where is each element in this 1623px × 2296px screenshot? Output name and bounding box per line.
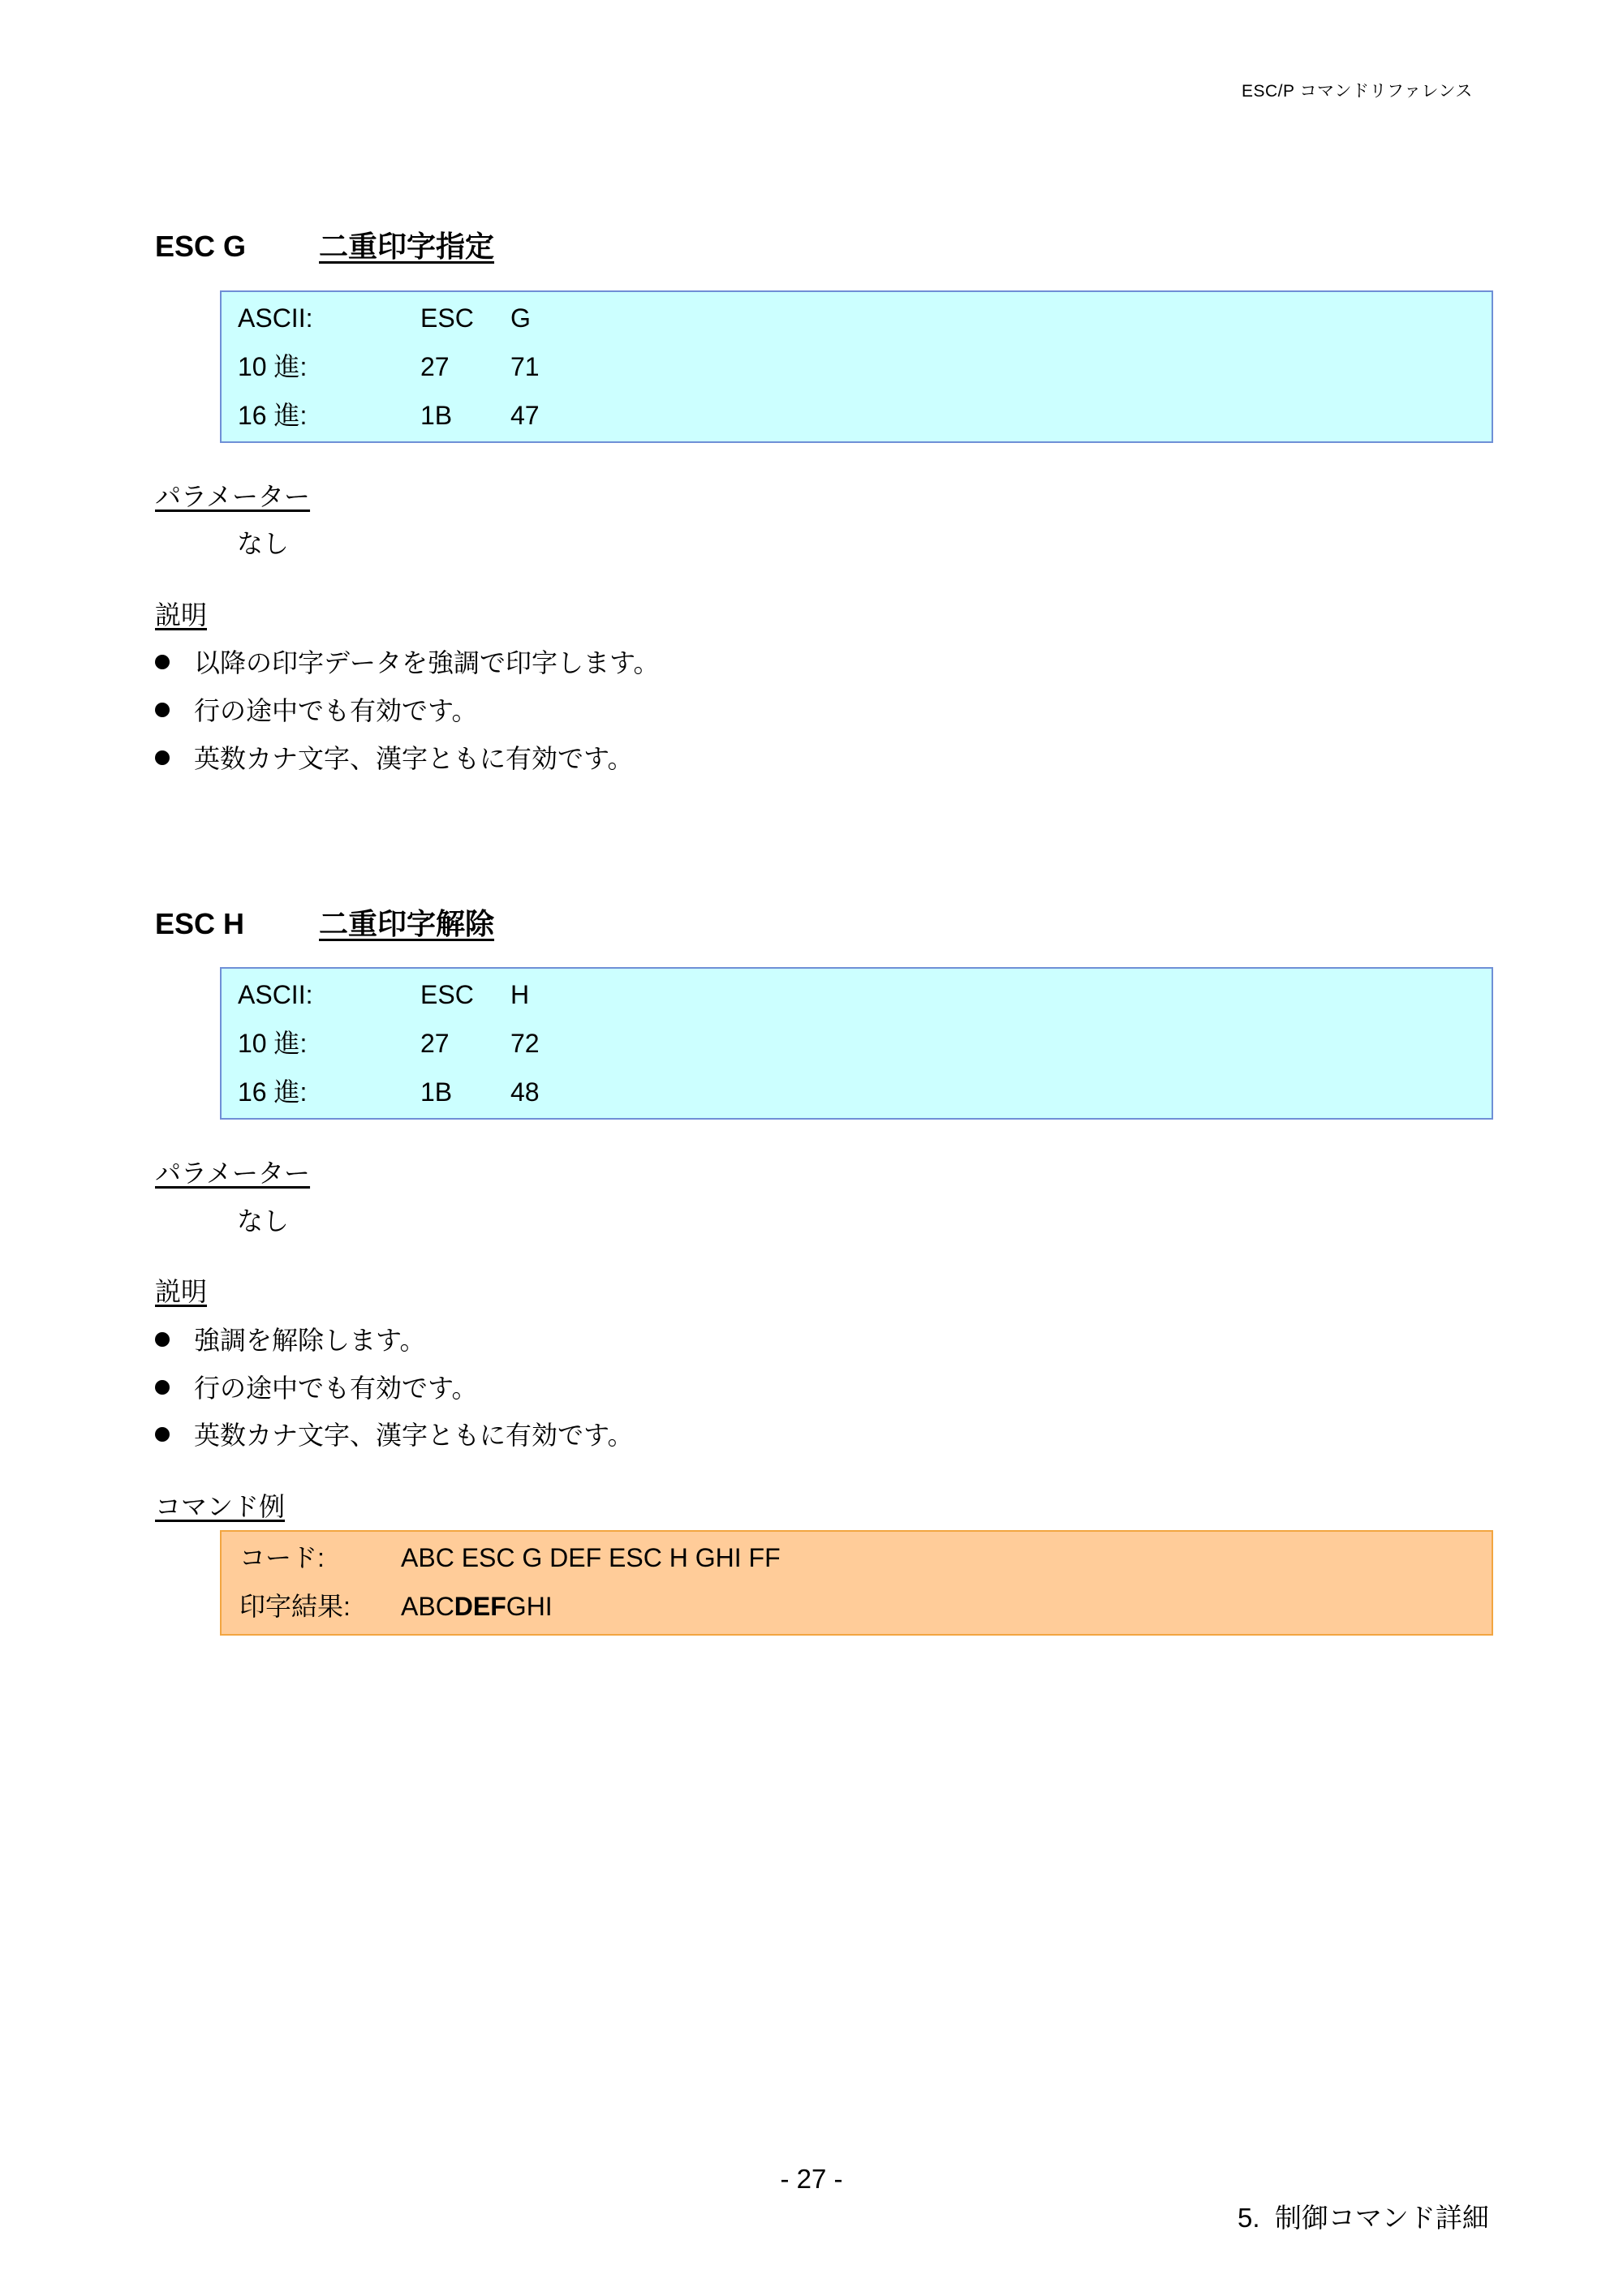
example-heading: コマンド例 bbox=[155, 1492, 286, 1521]
bullet-icon bbox=[155, 750, 170, 765]
code-value: 48 bbox=[510, 1077, 540, 1107]
code-value: 27 bbox=[420, 1029, 450, 1058]
code-label-decimal: 10 進: bbox=[238, 352, 308, 381]
list-item: 行の途中でも有効です。 bbox=[155, 690, 477, 728]
code-value: 27 bbox=[420, 352, 450, 381]
code-value: 47 bbox=[510, 401, 540, 430]
bullet-icon bbox=[155, 1380, 170, 1395]
example-box bbox=[220, 1530, 1493, 1636]
parameter-value: なし bbox=[237, 1206, 290, 1236]
example-result-label: 印字結果: bbox=[239, 1592, 351, 1621]
chapter-title: 5. 制御コマンド詳細 bbox=[1238, 2203, 1489, 2233]
command-name: ESC G bbox=[155, 230, 247, 263]
section-title-esc-g bbox=[155, 224, 494, 265]
code-value: 1B bbox=[420, 1077, 453, 1107]
list-item: 以降の印字データを強調で印字します。 bbox=[155, 643, 659, 680]
code-label-ascii: ASCII: bbox=[238, 303, 313, 333]
code-value: 72 bbox=[510, 1029, 540, 1058]
example-code-value: ABC ESC G DEF ESC H GHI FF bbox=[401, 1543, 781, 1572]
code-value: G bbox=[510, 303, 531, 333]
code-value: ESC bbox=[420, 303, 474, 333]
code-value: ESC bbox=[420, 980, 474, 1009]
list-item: 英数カナ文字、漢字ともに有効です。 bbox=[155, 1415, 633, 1452]
description-heading: 説明 bbox=[155, 1277, 208, 1306]
parameter-value: なし bbox=[237, 529, 290, 558]
example-result-value: ABCDEFGHI bbox=[401, 1592, 553, 1621]
code-label-hex: 16 進: bbox=[238, 401, 308, 430]
list-item: 行の途中でも有効です。 bbox=[155, 1368, 477, 1405]
bullet-icon bbox=[155, 1427, 170, 1442]
command-name: ESC H bbox=[155, 907, 245, 940]
code-value: 1B bbox=[420, 401, 453, 430]
bullet-icon bbox=[155, 703, 170, 717]
code-label-decimal: 10 進: bbox=[238, 1029, 308, 1058]
code-value: H bbox=[510, 980, 530, 1009]
description-heading: 説明 bbox=[155, 600, 208, 630]
parameter-heading: パラメーター bbox=[155, 482, 311, 511]
list-item: 強調を解除します。 bbox=[155, 1320, 425, 1357]
example-code-label: コード: bbox=[239, 1543, 325, 1572]
list-item: 英数カナ文字、漢字ともに有効です。 bbox=[155, 738, 633, 776]
command-title: 二重印字解除 bbox=[319, 907, 495, 940]
code-label-ascii: ASCII: bbox=[238, 980, 313, 1009]
bullet-icon bbox=[155, 1332, 170, 1347]
document-title: ESC/P コマンドリファレンス bbox=[1242, 82, 1473, 101]
command-title: 二重印字指定 bbox=[319, 230, 495, 263]
code-table-esc-g bbox=[220, 290, 1493, 443]
page-number: - 27 - bbox=[780, 2164, 843, 2194]
code-table-esc-h bbox=[220, 967, 1493, 1120]
parameter-heading: パラメーター bbox=[155, 1159, 311, 1188]
section-title-esc-h bbox=[155, 901, 494, 943]
code-label-hex: 16 進: bbox=[238, 1077, 308, 1107]
bullet-icon bbox=[155, 655, 170, 669]
code-value: 71 bbox=[510, 352, 540, 381]
